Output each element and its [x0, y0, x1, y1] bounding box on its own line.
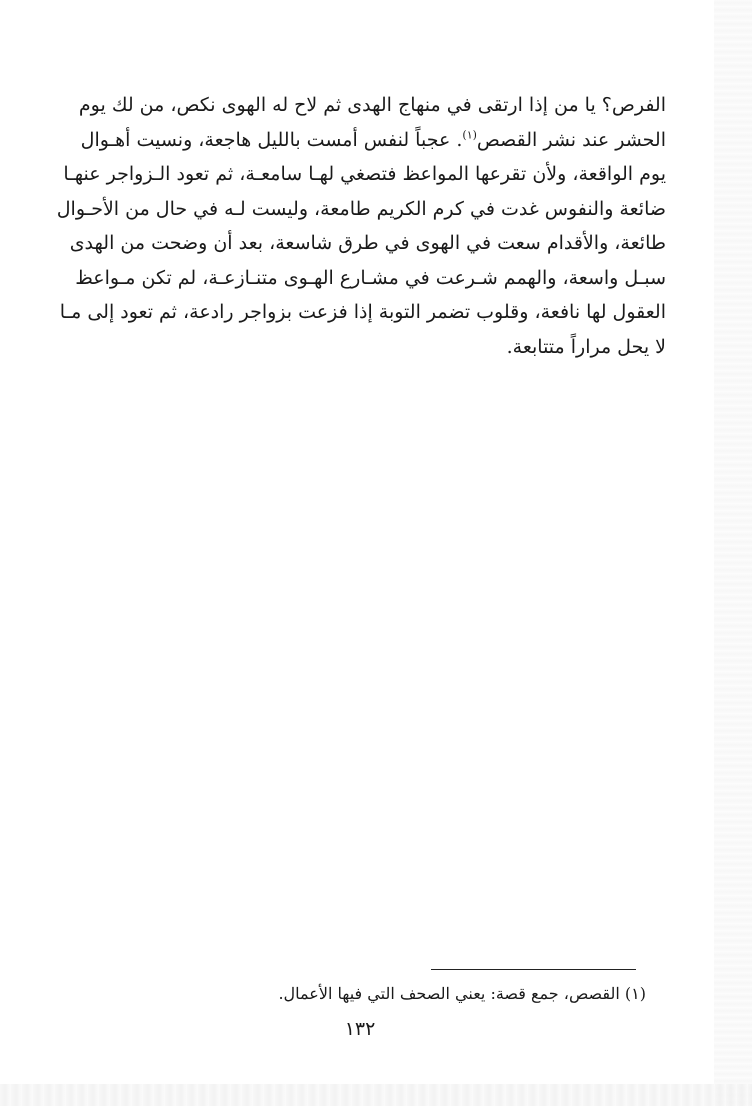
text-line-2-end: . عجباً لنفس أمست بالليل هاجعة، ونسيت أهـوال	[80, 128, 463, 151]
text-line-4: ضائعة والنفوس غدت في كرم الكريم طامعة، وليست لـه في حال من الأحـوال	[56, 197, 666, 220]
text-line-1: الفرص؟ يا من إذا ارتقى في منهاج الهدى ثم لاح له الهوى نكص، من لك يوم	[78, 94, 666, 116]
footnote: (١) القصص، جمع قصة: يعني الصحف التي فيها الأعمال.	[278, 984, 646, 1003]
text-line-5: طائعة، والأقدام سعت في الهوى في طرق شاسعة، بعد أن وضحت من الهدى	[69, 232, 666, 254]
footnote-reference[interactable]: (١)	[462, 128, 477, 142]
text-line-2	[80, 123, 666, 158]
text-line-8: لا يحل مراراً متتابعة.	[506, 335, 666, 358]
text-line-2-start: الحشر عند نشر القصص	[476, 128, 666, 151]
scan-edge-noise	[714, 0, 752, 1106]
main-text-block	[56, 88, 666, 364]
scan-bottom-noise	[0, 1084, 752, 1106]
page-number: ١٣٢	[344, 1018, 376, 1040]
footnote-divider	[431, 969, 636, 970]
text-line-7: العقول لها نافعة، وقلوب تضمر التوبة إذا فزعت بزواجر رادعة، ثم تعود إلى مـا	[59, 301, 666, 323]
text-line-3: يوم الواقعة، ولأن تقرعها المواعظ فتصغي لهـا سامعـة، ثم تعود الـزواجر عنهـا	[63, 163, 666, 185]
text-line-6: سبـل واسعة، والهمم شـرعت في مشـارع الهـوى متنـازعـة، لم تكن مـواعظ	[75, 266, 666, 289]
